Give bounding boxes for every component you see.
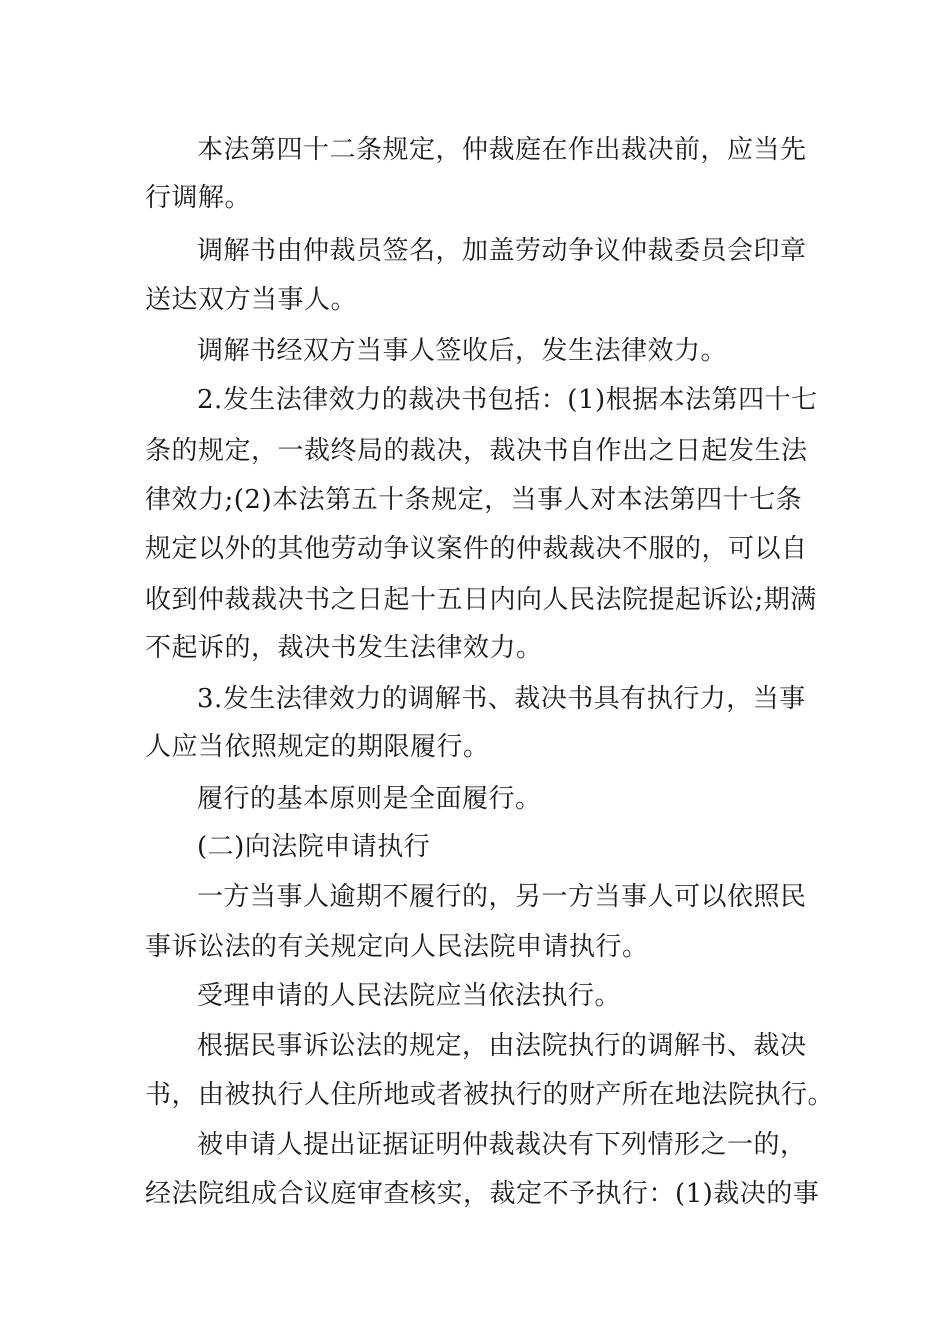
text-line: 条的规定，一裁终局的裁决，裁决书自作出之日起发生法 (145, 436, 808, 466)
text-line: 3.发生法律效力的调解书、裁决书具有执行力，当事 (197, 684, 806, 714)
text-line: 受理申请的人民法院应当依法执行。 (197, 981, 622, 1011)
text-line: 调解书由仲裁员签名，加盖劳动争议仲裁委员会印章 (197, 236, 807, 266)
text-line: 被申请人提出证据证明仲裁裁决有下列情形之一的， (197, 1130, 807, 1160)
text-line: 履行的基本原则是全面履行。 (197, 784, 542, 814)
text-line: 事诉讼法的有关规定向人民法院申请执行。 (145, 932, 649, 962)
text-line: 2.发生法律效力的裁决书包括：(1)根据本法第四十七 (197, 385, 818, 415)
text-line: 经法院组成合议庭审查核实，裁定不予执行：(1)裁决的事 (145, 1179, 820, 1209)
text-line: 调解书经双方当事人签收后，发生法律效力。 (197, 336, 728, 366)
text-line: 规定以外的其他劳动争议案件的仲裁裁决不服的，可以自 (145, 534, 808, 564)
text-line: 送达双方当事人。 (145, 285, 358, 315)
text-line: 人应当依照规定的期限履行。 (145, 732, 490, 762)
text-line: 律效力;(2)本法第五十条规定，当事人对本法第四十七条 (145, 485, 803, 515)
text-line: 根据民事诉讼法的规定，由法院执行的调解书、裁决 (197, 1031, 807, 1061)
text-line: 一方当事人逾期不履行的，另一方当事人可以依照民 (197, 882, 807, 912)
text-line: (二)向法院申请执行 (197, 832, 431, 862)
text-line: 收到仲裁裁决书之日起十五日内向人民法院提起诉讼;期满 (145, 585, 817, 615)
text-line: 不起诉的，裁决书发生法律效力。 (145, 633, 543, 663)
text-line: 行调解。 (145, 183, 252, 213)
text-line: 本法第四十二条规定，仲裁庭在作出裁决前，应当先 (197, 135, 807, 165)
text-line: 书，由被执行人住所地或者被执行的财产所在地法院执行。 (145, 1080, 835, 1110)
